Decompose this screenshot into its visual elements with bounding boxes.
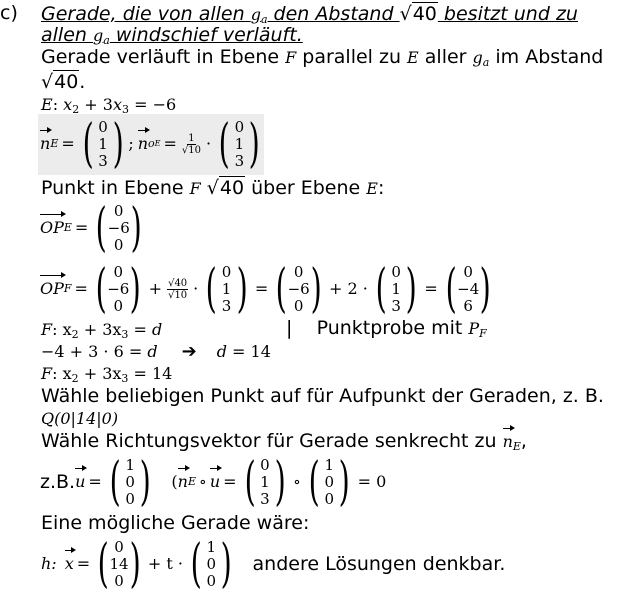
plane-E-equation: E: $x_2 + 3x_3 = -6$ <box>41 95 177 116</box>
normal-vectors: n E = ( 0 1 3 ) ; n o E = $\frac{1}{√10}$ · ( 0 1 3 ) <box>40 114 265 174</box>
normal-vector-matrix: ( 0 1 3 ) <box>82 114 124 174</box>
vector-OP-E: OP E = ( 0 −6 0 ) <box>40 198 142 258</box>
text-parallel-plane: Gerade verläuft in Ebene F parallel zu E aller $g_a$ im Abstand <box>41 46 604 69</box>
task-label: c) <box>0 2 18 24</box>
task-heading-line1: Gerade, die von allen $g_a$ den Abstand √ 40 besitzt und zu <box>41 3 578 26</box>
arrow-right-icon: ➔ <box>181 341 197 362</box>
point-probe-note: | Punktprobe mit $P_F$ <box>286 317 487 340</box>
text-choose-direction: Wähle Richtungsvektor für Gerade senkrecht zu $n_E$, <box>41 430 527 453</box>
text-choose-point: Wähle beliebigen Punkt auf für Aufpunkt der Geraden, z. B. <box>41 385 604 407</box>
point-Q: Q(0|14|0) <box>41 409 119 428</box>
line-h-equation: h: x = ( 0 14 0 ) + t · ( 1 0 0 ) andere Lösungen denkbar. <box>41 534 506 594</box>
calc-d: −4 + 3 · 6 = d ➔ d = 14 <box>41 341 271 362</box>
text-point-in-plane: Punkt in Ebene F √ 40 über Ebene E: <box>41 177 385 199</box>
unit-normal-vector-matrix: ( 0 1 3 ) <box>218 114 261 174</box>
text-possible-line: Eine mögliche Gerade wäre: <box>41 512 310 534</box>
task-heading-line2: allen $g_a$ windschief verläuft. <box>41 24 303 47</box>
direction-vector-example: z.B. u = ( 1 0 0 ) ( n E ∘ u = ( 0 1 3 ) ∘ ( 1 0 0 ) = 0 <box>40 452 387 512</box>
plane-F-equation-d: F: $x_2 + 3x_3 = d$ <box>41 320 163 341</box>
plane-F-equation: F: $x_2 + 3x_3 = 14$ <box>41 364 173 385</box>
vector-OP-F: OP F = ( 0 −6 0 ) + $\frac{√40}{√10}$ · ( 0 1 3 ) = ( 0 −6 0 ) + 2 · ( 0 1 3 ) = ( 0 −4 6 ) <box>40 259 491 319</box>
other-solutions-note: andere Lösungen denkbar. <box>252 553 506 575</box>
text-distance: √ 40 . <box>41 71 86 93</box>
